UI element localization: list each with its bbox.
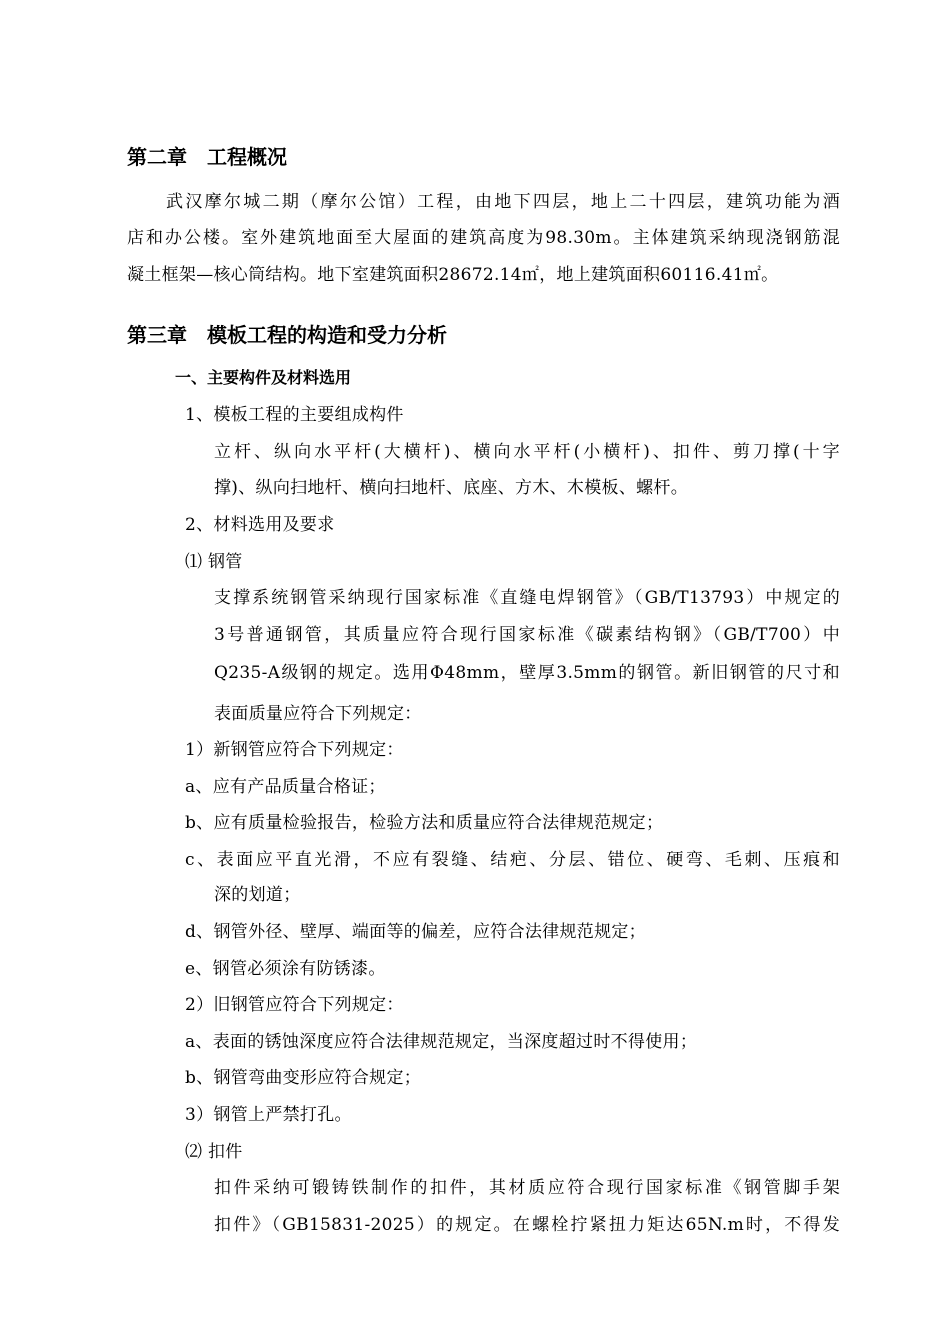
steel-pipe-title: ⑴ 钢管 xyxy=(185,552,243,572)
item-1-line-1: 立杆、纵向水平杆(大横杆)、横向水平杆(小横杆)、扣件、剪刀撑(十字 xyxy=(214,442,840,462)
new-pipe-item-a: a、应有产品质量合格证； xyxy=(185,777,386,797)
chapter-2-title: 第二章 工程概况 xyxy=(127,145,287,169)
steel-pipe-line-1: 支撑系统钢管采纳现行国家标准《直缝电焊钢管》（GB/T13793）中规定的 xyxy=(214,588,840,608)
old-pipe-item-a: a、表面的锈蚀深度应符合法律规范规定，当深度超过时不得使用； xyxy=(185,1032,698,1052)
new-pipe-item-d: d、钢管外径、壁厚、端面等的偏差，应符合法律规范规定； xyxy=(185,922,646,942)
old-pipe-item-b: b、钢管弯曲变形应符合规定； xyxy=(185,1068,422,1088)
new-pipe-item-e: e、钢管必须涂有防锈漆。 xyxy=(185,959,386,979)
fastener-line-1: 扣件采纳可锻铸铁制作的扣件，其材质应符合现行国家标准《钢管脚手架 xyxy=(214,1178,840,1198)
steel-pipe-line-2: 3号普通钢管，其质量应符合现行国家标准《碳素结构钢》（GB/T700）中 xyxy=(214,625,840,645)
chapter-3-title: 第三章 模板工程的构造和受力分析 xyxy=(127,323,447,347)
new-pipe-item-c: c、表面应平直光滑，不应有裂缝、结疤、分层、错位、硬弯、毛刺、压痕和 xyxy=(185,850,840,870)
item-1-title: 1、模板工程的主要组成构件 xyxy=(185,405,404,425)
pipe-note: 3）钢管上严禁打孔。 xyxy=(185,1105,352,1125)
fastener-line-2: 扣件》（GB15831-2025）的规定。在螺栓拧紧扭力矩达65N.m时，不得发 xyxy=(214,1215,840,1235)
new-pipe-title: 1）新钢管应符合下列规定： xyxy=(185,740,404,760)
steel-pipe-line-3: Q235-A级钢的规定。选用Φ48mm，壁厚3.5mm的钢管。新旧钢管的尺寸和 xyxy=(214,663,840,683)
chapter-2-paragraph-line-2: 店和办公楼。室外建筑地面至大屋面的建筑高度为98.30m。主体建筑采纳现浇钢筋混 xyxy=(127,228,840,248)
new-pipe-item-b: b、应有质量检验报告，检验方法和质量应符合法律规范规定； xyxy=(185,813,664,833)
item-1-line-2: 撑)、纵向扫地杆、横向扫地杆、底座、方木、木模板、螺杆。 xyxy=(214,478,689,498)
steel-pipe-line-4: 表面质量应符合下列规定： xyxy=(214,704,422,724)
old-pipe-title: 2）旧钢管应符合下列规定： xyxy=(185,995,404,1015)
section-1-title: 一、主要构件及材料选用 xyxy=(175,368,352,387)
fastener-title: ⑵ 扣件 xyxy=(185,1142,243,1162)
chapter-2-paragraph-line-1: 武汉摩尔城二期（摩尔公馆）工程，由地下四层，地上二十四层，建筑功能为酒 xyxy=(166,192,840,212)
new-pipe-item-c-continued: 深的划道； xyxy=(214,885,301,905)
item-2-title: 2、材料选用及要求 xyxy=(185,515,335,535)
chapter-2-paragraph-line-3: 凝土框架—核心筒结构。地下室建筑面积28672.14㎡，地上建筑面积60116.41㎡。 xyxy=(127,265,779,285)
